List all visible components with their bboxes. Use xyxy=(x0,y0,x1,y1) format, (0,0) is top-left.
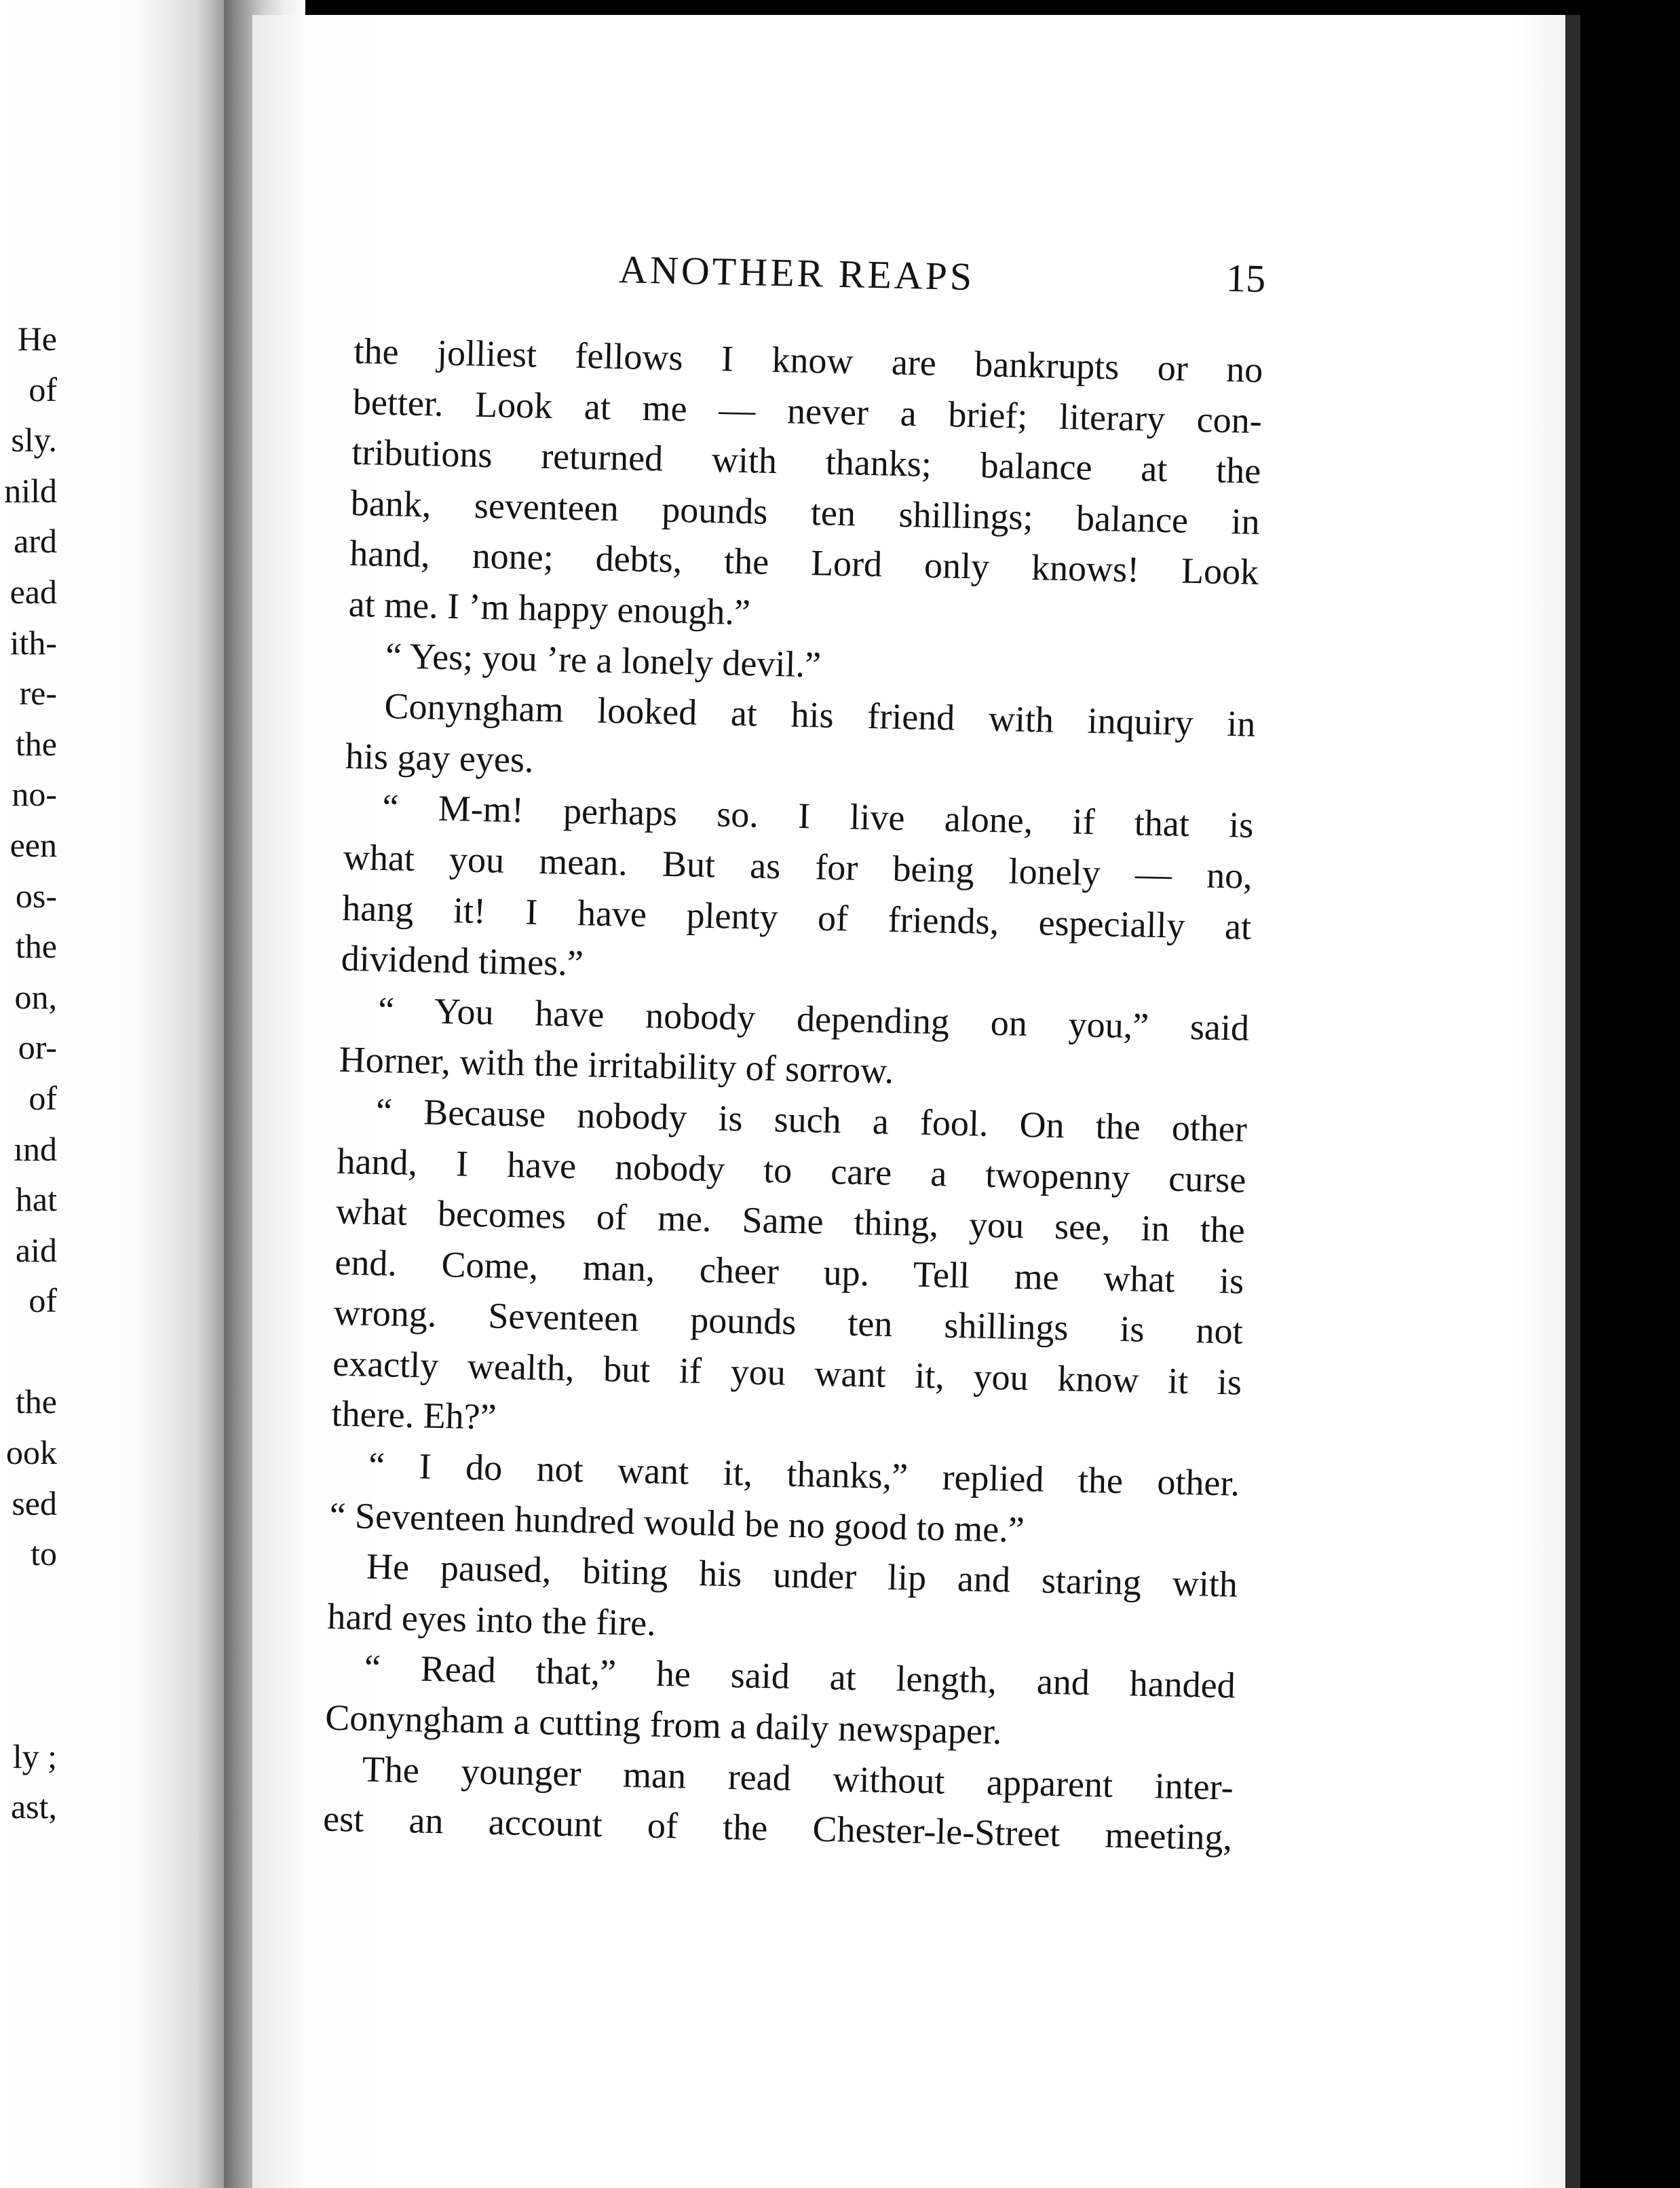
text-line: est an account of the Chester-le-Street meeting, xyxy=(322,1798,1233,1858)
text-line: tributions returned with thanks; balance at the xyxy=(351,432,1261,492)
text-line: there. Eh?” xyxy=(331,1393,497,1438)
text-line: his gay eyes. xyxy=(345,735,535,780)
left-fragment: een xyxy=(9,825,57,864)
text-line: “ Seventeen hundred would be no good to me.” xyxy=(329,1494,1025,1550)
text-line: Horner, with the irritability of sorrow. xyxy=(339,1039,894,1092)
left-fragment: of xyxy=(28,1281,57,1320)
left-fragment: nild xyxy=(4,471,57,510)
text-line: “ I do not want it, thanks,” replied the other. xyxy=(368,1444,1240,1504)
left-fragment: the xyxy=(15,724,57,763)
left-fragment: sly. xyxy=(11,421,57,459)
running-head: ANOTHER REAPS xyxy=(618,247,975,299)
text-line: “ Because nobody is such a fool. On the other xyxy=(375,1090,1248,1150)
body-text xyxy=(323,326,1264,1863)
text-line: hang it! I have plenty of friends, especially at xyxy=(341,887,1252,947)
left-fragment xyxy=(0,1326,57,1377)
left-page xyxy=(0,0,252,2188)
text-line: “ Yes; you ’re a lonely devil.” xyxy=(385,635,822,685)
left-fragment: re- xyxy=(19,674,57,713)
text-line: “ Read that,” he said at length, and handed xyxy=(364,1647,1236,1707)
text-line: hard eyes into the fire. xyxy=(326,1596,657,1644)
left-fragment: of xyxy=(28,1078,57,1117)
page-edge-shadow xyxy=(1565,15,1580,2188)
text-line: “ You have nobody depending on you,” said xyxy=(377,989,1250,1049)
text-line: “ M-m! perhaps so. I live alone, if that is xyxy=(381,787,1254,846)
page-number: 15 xyxy=(1225,255,1266,301)
left-fragment: or- xyxy=(18,1028,57,1067)
left-fragment xyxy=(0,1629,57,1680)
left-fragment xyxy=(0,1680,57,1731)
text-line: at me. I ’m happy enough.” xyxy=(348,583,751,633)
left-fragment: no- xyxy=(12,775,57,814)
text-line: the jolliest fellows I know are bankrupts or no xyxy=(353,330,1263,391)
text-line: end. Come, man, cheer up. Tell me what is xyxy=(334,1241,1244,1302)
left-fragment: of xyxy=(28,370,57,409)
text-line: The younger man read without apparent inter- xyxy=(362,1748,1234,1808)
left-fragment xyxy=(0,1579,57,1630)
left-fragment: on, xyxy=(14,977,57,1016)
text-line: bank, seventeen pounds ten shillings; balance in xyxy=(350,482,1261,542)
text-line: hand, none; debts, the Lord only knows! Look xyxy=(349,533,1259,593)
left-fragment: hat xyxy=(15,1180,57,1219)
text-line: He paused, biting his under lip and staring with xyxy=(366,1546,1238,1605)
left-fragment: ly ; xyxy=(12,1737,57,1775)
text-line: dividend times.” xyxy=(341,937,584,984)
left-fragment: ınd xyxy=(14,1129,57,1168)
text-line: exactly wealth, but if you want it, you know it is xyxy=(332,1342,1242,1403)
text-line: what you mean. But as for being lonely — no, xyxy=(343,836,1253,897)
text-line: hand, I have nobody to care a twopenny curse xyxy=(336,1140,1246,1201)
text-line: better. Look at me — never a brief; literary con- xyxy=(352,381,1263,441)
left-fragment: the xyxy=(15,1382,57,1421)
left-fragment: os- xyxy=(15,876,57,915)
left-fragment: ith- xyxy=(9,623,57,662)
left-fragment: the xyxy=(15,927,57,966)
text-line: wrong. Seventeen pounds ten shillings is not xyxy=(333,1291,1244,1352)
text-line: Conyngham a cutting from a daily newspaper. xyxy=(324,1697,1003,1752)
left-fragment: He xyxy=(17,320,57,358)
left-fragment: ast, xyxy=(10,1788,57,1826)
left-fragment: ook xyxy=(6,1433,57,1472)
text-line: Conyngham looked at his friend with inquiry in xyxy=(384,685,1257,745)
left-page-text-fragments xyxy=(0,314,57,1832)
left-fragment: to xyxy=(31,1534,57,1573)
left-fragment: aid xyxy=(15,1230,57,1269)
left-fragment: ead xyxy=(9,572,57,611)
right-page-content xyxy=(323,241,1265,1863)
text-line: what becomes of me. Same thing, you see, in the xyxy=(335,1190,1246,1251)
left-fragment: ard xyxy=(14,522,57,561)
left-fragment: sed xyxy=(12,1484,57,1522)
